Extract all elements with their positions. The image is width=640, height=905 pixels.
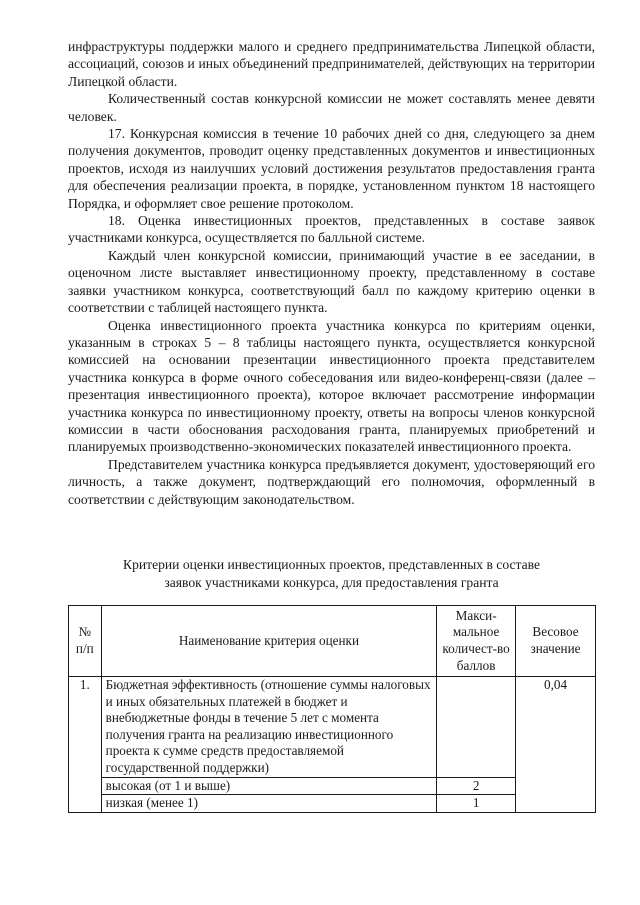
criterion-score-empty [437, 677, 516, 778]
table-caption-line: Критерии оценки инвестиционных проектов, представленных в составе [123, 557, 540, 572]
table-caption [68, 556, 595, 592]
header-max-score: Макси-мальное количест-во баллов [437, 606, 516, 677]
header-criterion-name: Наименование критерия оценки [101, 606, 437, 677]
level-label: низкая (менее 1) [101, 795, 437, 813]
level-score: 1 [437, 795, 516, 813]
table-row [69, 677, 596, 778]
paragraph: Количественный состав конкурсной комиссии не может составлять менее девяти человек. [68, 91, 595, 124]
criterion-name: Бюджетная эффективность (отношение суммы налоговых и иных обязательных платежей в бюджет и внебюджетные фонды в течение 5 лет с момента получения гранта на реализацию инвестиционного проекта к сумме средств предоставляемой государственной поддержки) [101, 677, 437, 778]
criteria-table [68, 605, 596, 813]
criterion-num: 1. [69, 677, 102, 813]
header-weight: Весовое значение [516, 606, 596, 677]
criterion-weight: 0,04 [516, 677, 596, 813]
paragraph: инфраструктуры поддержки малого и среднего предпринимательства Липецкой области, ассоциаций, союзов и иных объединений предпринимателей, действующих на территории Липецкой области. [68, 39, 595, 89]
level-label: высокая (от 1 и выше) [101, 777, 437, 795]
level-score: 2 [437, 777, 516, 795]
header-num: № п/п [69, 606, 102, 677]
table-header-row [69, 606, 596, 677]
table-caption-line: заявок участниками конкурса, для предоставления гранта [164, 575, 499, 590]
paragraph: 18. Оценка инвестиционных проектов, представленных в составе заявок участниками конкурса, осуществляется по балльной системе. [68, 213, 595, 246]
paragraph: 17. Конкурсная комиссия в течение 10 рабочих дней со дня, следующего за днем получения документов, проводит оценку представленных документов и инвестиционных проектов, исходя из наилучших условий достижения результатов предоставления гранта для обеспечения реализации проекта, в порядке, установленном пунктом 18 настоящего Порядка, и оформляет свое решение протоколом. [68, 126, 595, 211]
paragraph: Оценка инвестиционного проекта участника конкурса по критериям оценки, указанным в строках 5 – 8 таблицы настоящего пункта, осуществляется конкурсной комиссией на основании презентации инвестиционного проекта представителем участника конкурса в форме очного собеседования или видео-конференц-связи (далее – презентация инвестиционного проекта), которое включает рассмотрение информации участника конкурса по инвестиционному проекту, ответы на вопросы членов конкурсной комиссии в части обоснования расходования гранта, планируемых приобретений и планируемых производственно-экономических показателей инвестиционного проекта. [68, 317, 595, 455]
paragraph: Представителем участника конкурса предъявляется документ, удостоверяющий его личность, а также документ, подтверждающий его полномочия, оформленный в соответствии с действующим законодательством. [68, 456, 595, 507]
body-text [68, 38, 595, 508]
paragraph: Каждый член конкурсной комиссии, принимающий участие в ее заседании, в оценочном листе выставляет инвестиционному проекту, представленному в составе заявки участником конкурса, соответствующий балл по каждому критерию оценки в соответствии с таблицей настоящего пункта. [68, 247, 595, 316]
